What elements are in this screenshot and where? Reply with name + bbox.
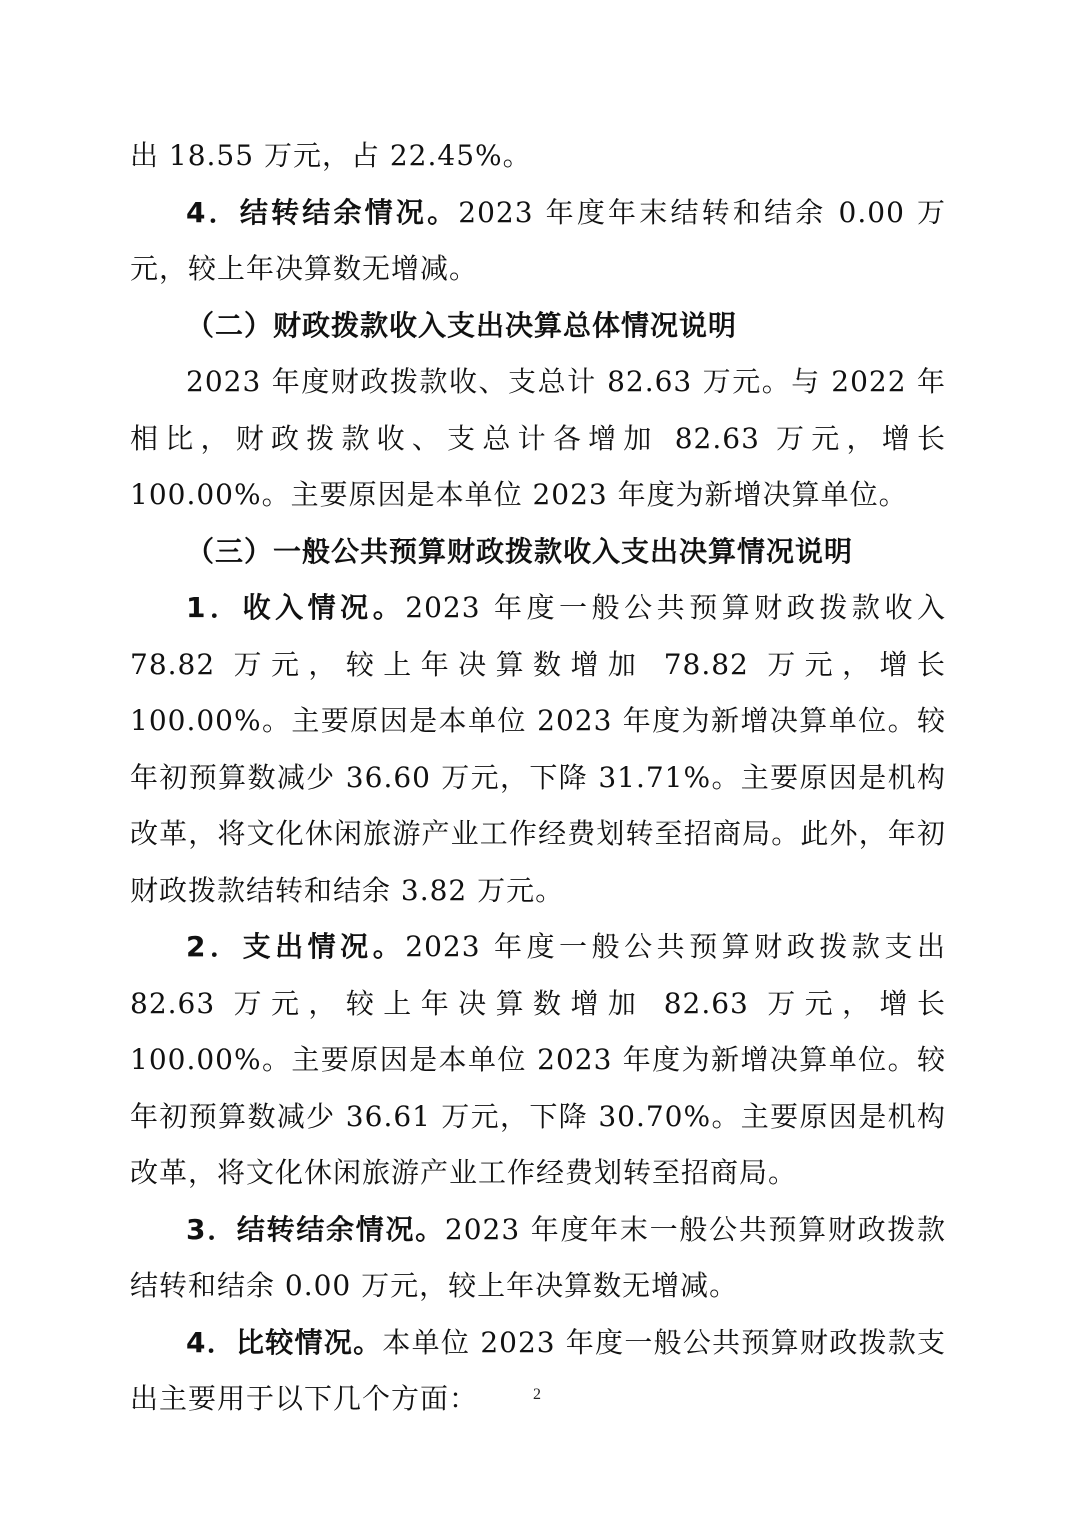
paragraph-lead: 2．支出情况。 bbox=[186, 930, 406, 963]
paragraph-carryover-balance bbox=[130, 185, 946, 298]
page-number: 2 bbox=[533, 1386, 541, 1403]
paragraph-text: 2023 年度财政拨款收、支总计 82.63 万元。与 2022 年相比，财政拨款收、支总计各增加 82.63 万元，增长 100.00%。主要原因是本单位 2023 年度为新增决算单位。 bbox=[130, 365, 946, 511]
paragraph-carryover bbox=[130, 1202, 946, 1315]
paragraph-income bbox=[130, 580, 946, 919]
section-heading-3: （三）一般公共预算财政拨款收入支出决算情况说明 bbox=[186, 534, 854, 568]
paragraph-lead: 4．结转结余情况。 bbox=[186, 195, 459, 229]
paragraph-text: 出 18.55 万元，占 22.45%。 bbox=[130, 139, 532, 172]
document-body bbox=[130, 128, 946, 1428]
paragraph-lead: 1．收入情况。 bbox=[186, 591, 406, 624]
paragraph-text: 2023 年度一般公共预算财政拨款收入 78.82 万元，较上年决算数增加 78.82 万元，增长 100.00%。主要原因是本单位 2023 年度为新增决算单位。较年初预算数减少 36.60 万元，下降 31.71%。主要原因是机构改革，将文化休闲旅游产业工作经费划转至招商局。此外，年初财政拨款结转和结余 3.82 万元。 bbox=[130, 591, 946, 907]
paragraph-comparison bbox=[130, 1315, 946, 1428]
paragraph-lead: 4．比较情况。 bbox=[186, 1325, 383, 1359]
paragraph-text: 2023 年度年末结转和结余 0.00 万元，较上年决算数无增减。 bbox=[130, 195, 947, 285]
paragraph-continuation bbox=[130, 128, 946, 185]
section-heading-2: （二）财政拨款收入支出决算总体情况说明 bbox=[186, 308, 738, 342]
paragraph-text: 2023 年度一般公共预算财政拨款支出 82.63 万元，较上年决算数增加 82.63 万元，增长 100.00%。主要原因是本单位 2023 年度为新增决算单位。较年初预算数减少 36.61 万元，下降 30.70%。主要原因是机构改革，将文化休闲旅游产业工作经费划转至招商局。 bbox=[130, 930, 946, 1189]
paragraph-lead: 3．结转结余情况。 bbox=[186, 1212, 445, 1246]
paragraph-text: 本单位 2023 年度一般公共预算财政拨款支出主要用于以下几个方面： bbox=[130, 1325, 947, 1415]
paragraph-fiscal-overview bbox=[130, 354, 946, 524]
paragraph-text: 2023 年度年末一般公共预算财政拨款结转和结余 0.00 万元，较上年决算数无增减。 bbox=[130, 1212, 946, 1302]
paragraph-expenditure bbox=[130, 919, 946, 1202]
